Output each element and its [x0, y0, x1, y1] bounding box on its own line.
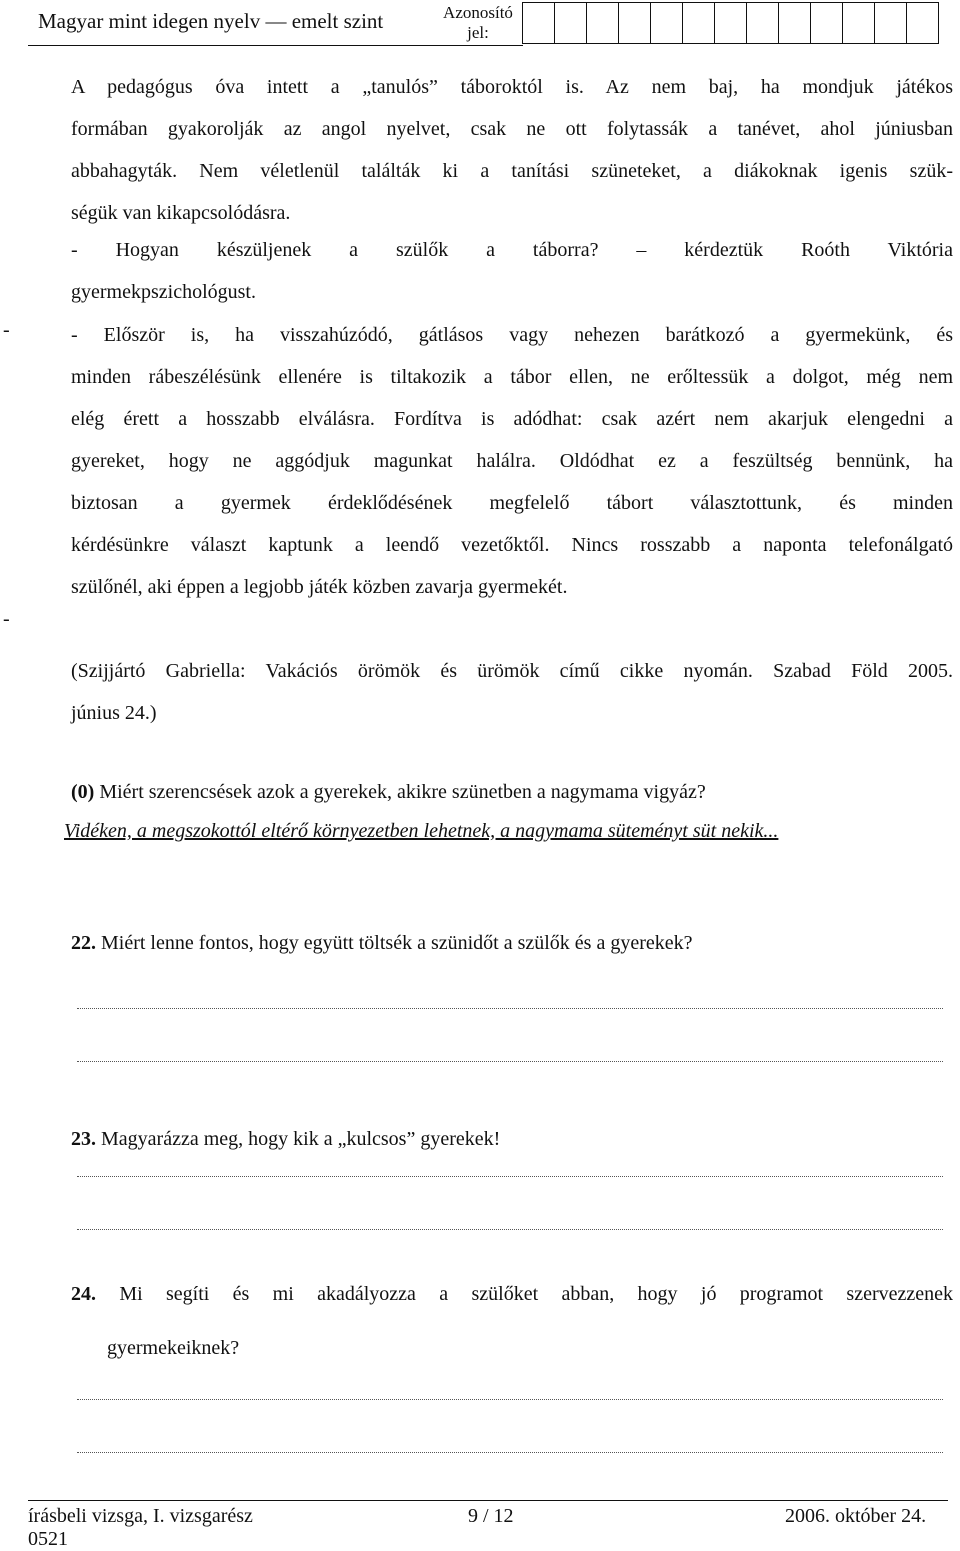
footer-page-number: 9 / 12 [468, 1505, 514, 1527]
question-24-line-1 [71, 1267, 953, 1321]
answer-line[interactable] [77, 1452, 943, 1453]
id-box[interactable] [522, 2, 555, 44]
id-box[interactable] [842, 2, 875, 44]
footer-exam-part: írásbeli vizsga, I. vizsgarész [28, 1505, 253, 1527]
id-label [438, 3, 518, 43]
question-number: 22. [71, 932, 96, 954]
margin-dash: - [3, 608, 10, 630]
id-box[interactable] [906, 2, 939, 44]
id-box[interactable] [746, 2, 779, 44]
passage-paragraph-3 [71, 314, 953, 608]
question-text: gyermekeiknek? [107, 1337, 240, 1359]
question-text: Miért lenne fontos, hogy együtt töltsék a szünidőt a szülők és a gyerekek? [101, 932, 693, 954]
text-line: ségük van kikapcsolódásra. [71, 202, 291, 224]
id-box[interactable] [618, 2, 651, 44]
answer-line[interactable] [77, 1399, 943, 1400]
text-line: elég érett a hosszabb elválásra. Fordítva is adódhat: csak azért nem akarjuk elengedni a [71, 408, 953, 430]
text-line: kérdésünkre választ kaptunk a leendő vezetőktől. Nincs rosszabb a naponta telefonálgató [71, 534, 953, 556]
id-box[interactable] [714, 2, 747, 44]
text-line: gyermekpszichológust. [71, 281, 256, 303]
header-title: Magyar mint idegen nyelv — emelt szint [38, 9, 384, 33]
text-line: szülőnél, aki éppen a legjobb játék közben zavarja gyermekét. [71, 576, 568, 598]
question-number: (0) [71, 781, 95, 803]
question-number: 23. [71, 1128, 96, 1150]
id-box[interactable] [682, 2, 715, 44]
answer-line[interactable] [77, 1176, 943, 1177]
id-box[interactable] [778, 2, 811, 44]
footer-date: 2006. október 24. [785, 1505, 927, 1527]
question-22 [71, 932, 693, 955]
id-label-line1: Azonosító [443, 3, 513, 22]
example-answer: Vidéken, a megszokottól eltérő környezetben lehetnek, a nagymama süteményt süt nekik... [64, 820, 779, 842]
header-rule [28, 45, 523, 46]
question-text: Miért szerencsések azok a gyerekek, akikre szünetben a nagymama vigyáz? [99, 781, 706, 803]
id-label-line2: jel: [467, 23, 489, 42]
text-line: A pedagógus óva intett a „tanulós” táboroktól is. Az nem baj, ha mondjuk játékos [71, 76, 953, 98]
id-box[interactable] [650, 2, 683, 44]
answer-line[interactable] [77, 1061, 943, 1062]
question-24 [71, 1267, 953, 1375]
id-box[interactable] [874, 2, 907, 44]
source-citation [71, 650, 953, 734]
text-line: - Hogyan készüljenek a szülők a táborra? – kérdeztük Roóth Viktória [71, 239, 953, 261]
text-line: minden rábeszélésünk ellenére is tiltakozik a tábor ellen, ne erőltessük a dolgot, még nem [71, 366, 953, 388]
passage-paragraph-1 [71, 66, 953, 234]
question-0 [71, 781, 706, 804]
passage-paragraph-2 [71, 229, 953, 313]
question-number: 24. [71, 1283, 96, 1305]
id-box[interactable] [554, 2, 587, 44]
answer-line[interactable] [77, 1008, 943, 1009]
question-text: Magyarázza meg, hogy kik a „kulcsos” gyerekek! [101, 1128, 501, 1150]
text-line: június 24.) [71, 702, 157, 724]
page-header [0, 0, 960, 48]
text-line: (Szijjártó Gabriella: Vakációs örömök és ürömök című cikke nyomán. Szabad Föld 2005. [71, 660, 953, 682]
question-text: Mi segíti és mi akadályozza a szülőket abban, hogy jó programot szervezzenek [119, 1283, 954, 1305]
question-23 [71, 1128, 500, 1151]
text-line: - Először is, ha visszahúzódó, gátlásos vagy nehezen barátkozó a gyermekünk, és [71, 324, 953, 346]
footer-rule [28, 1500, 948, 1501]
text-line: biztosan a gyermek érdeklődésének megfelelő tábort választottunk, és minden [71, 492, 953, 514]
id-box[interactable] [810, 2, 843, 44]
id-box[interactable] [586, 2, 619, 44]
footer-code: 0521 [28, 1528, 68, 1550]
margin-dash: - [3, 319, 10, 341]
id-box-row [522, 2, 938, 44]
text-line: abbahagyták. Nem véletlenül találták ki a tanítási szüneteket, a diákoknak igenis szük- [71, 160, 953, 182]
text-line: gyereket, hogy ne aggódjuk magunkat halálra. Oldódhat ez a feszültség bennünk, ha [71, 450, 953, 472]
answer-line[interactable] [77, 1229, 943, 1230]
text-line: formában gyakorolják az angol nyelvet, csak ne ott folytassák a tanévet, ahol júniusban [71, 118, 953, 140]
